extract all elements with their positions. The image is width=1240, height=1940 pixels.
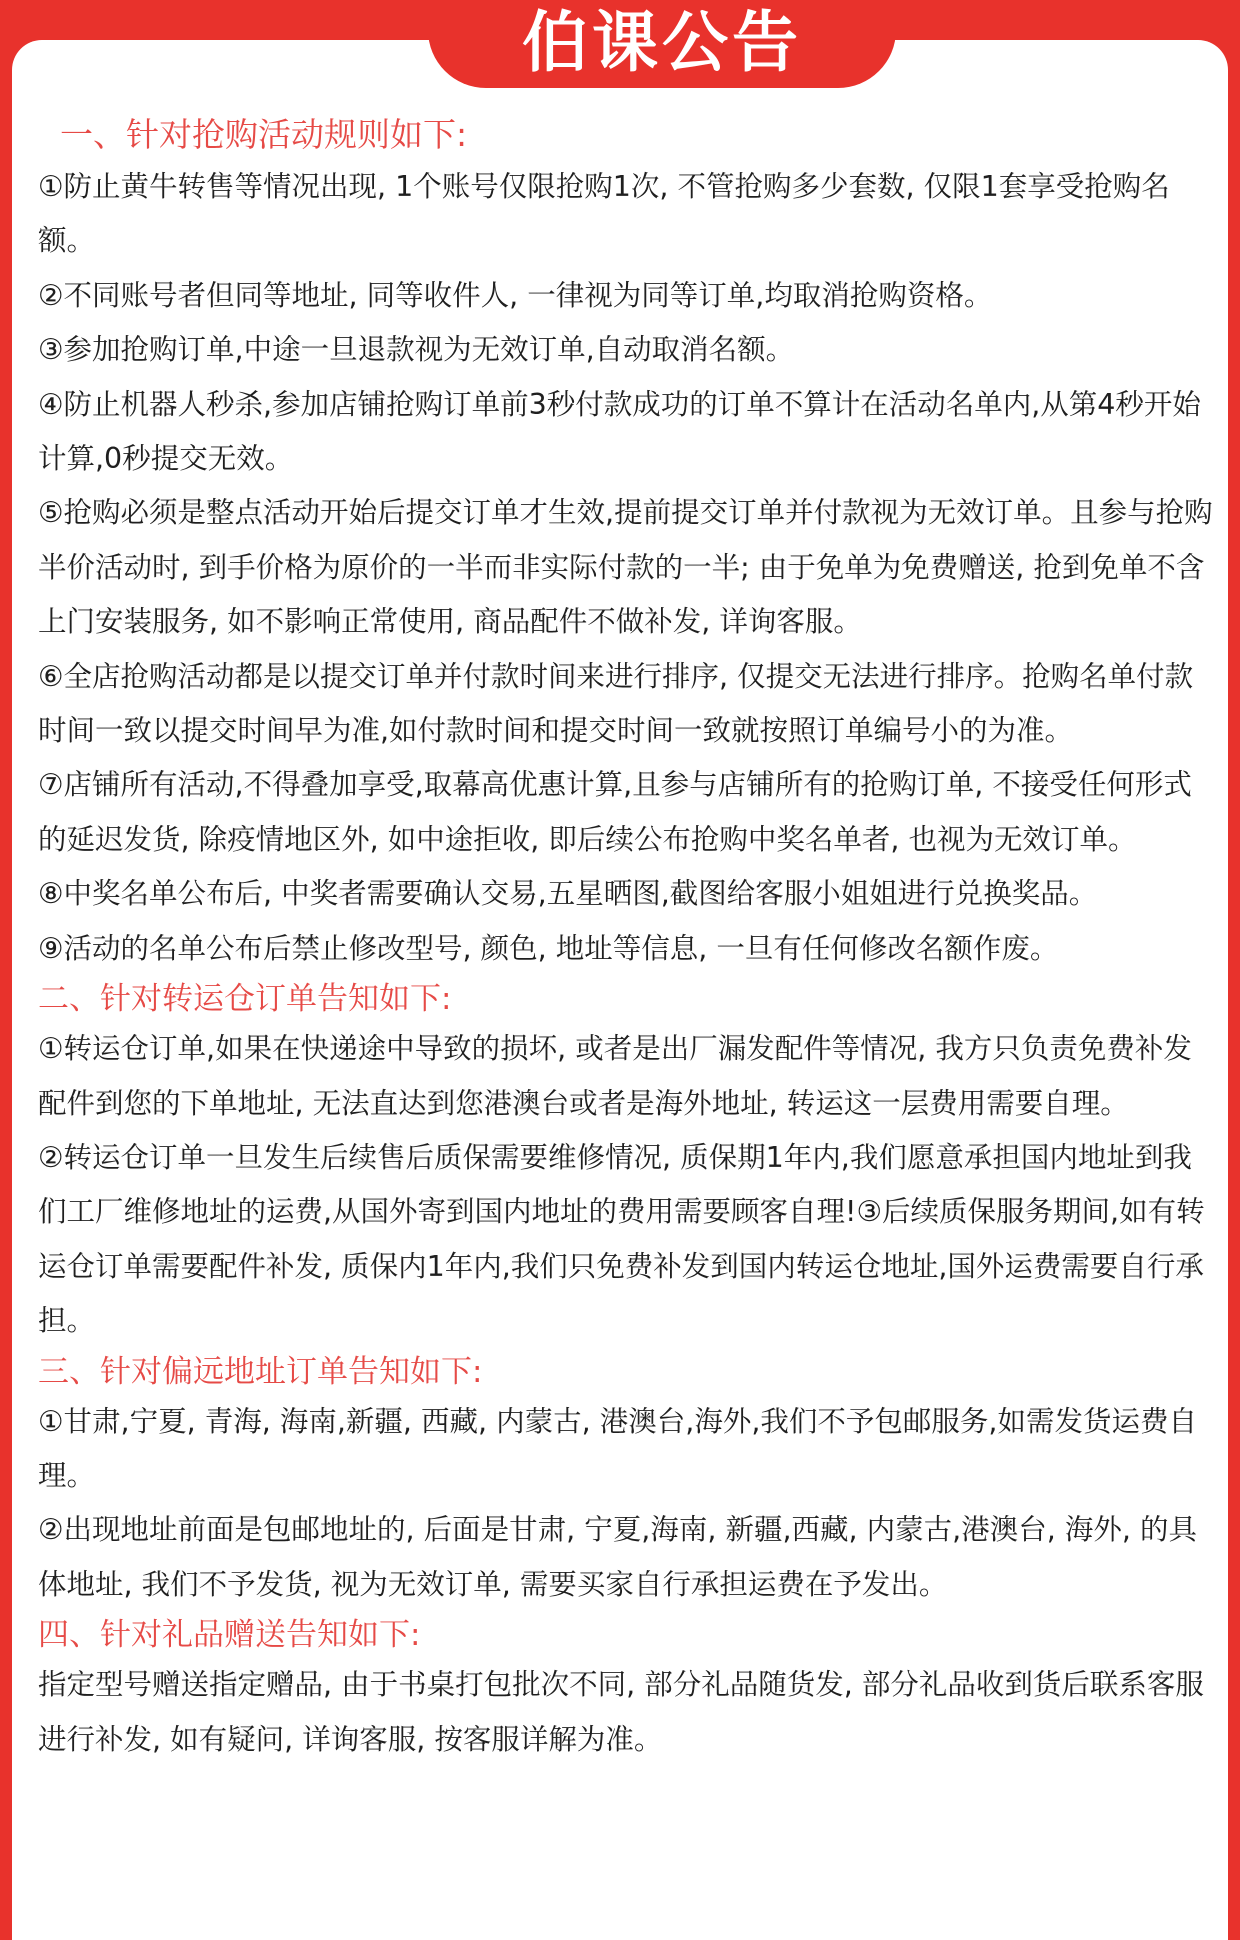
rule-paragraph: ⑤抢购必须是整点活动开始后提交订单才生效,提前提交订单并付款视为无效订单。且参与抢购半价活动时, 到手价格为原价的一半而非实际付款的一半; 由于免单为免费赠送, 抢到免单不含上门安装服务, 如不影响正常使用, 商品配件不做补发, 详询客服。 <box>38 496 1213 639</box>
section-heading-gifts: 四、针对礼品赠送告知如下: <box>38 1617 421 1654</box>
section-heading-transit-orders: 二、针对转运仓订单告知如下: <box>38 981 452 1018</box>
rule-paragraph: ⑨活动的名单公布后禁止修改型号, 颜色, 地址等信息, 一旦有任何修改名额作废。 <box>38 931 1059 965</box>
gift-paragraph: 指定型号赠送指定赠品, 由于书桌打包批次不同, 部分礼品随货发, 部分礼品收到货后联系客服进行补发, 如有疑问, 详询客服, 按客服详解为准。 <box>38 1668 1204 1756</box>
remote-paragraph: ②出现地址前面是包邮地址的, 后面是甘肃, 宁夏,海南, 新疆,西藏, 内蒙古,港澳台, 海外, 的具体地址, 我们不予发货, 视为无效订单, 需要买家自行承担运费在予发出。 <box>38 1513 1197 1601</box>
rule-paragraph: ②不同账号者但同等地址, 同等收件人, 一律视为同等订单,均取消抢购资格。 <box>38 278 993 312</box>
section-heading-purchase-rules: 一、针对抢购活动规则如下: <box>60 115 468 154</box>
rule-paragraph: ①防止黄牛转售等情况出现, 1个账号仅限抢购1次, 不管抢购多少套数, 仅限1套享受抢购名额。 <box>38 170 1170 258</box>
notice-card <box>12 40 1228 1940</box>
rule-paragraph: ⑧中奖名单公布后, 中奖者需要确认交易,五星晒图,截图给客服小姐姐进行兑换奖品。 <box>38 877 1098 911</box>
rule-paragraph: ⑦店铺所有活动,不得叠加享受,取幕高优惠计算,且参与店铺所有的抢购订单, 不接受任何形式的延迟发货, 除疫情地区外, 如中途拒收, 即后续公布抢购中奖名单者, 也视为无效订单。 <box>38 768 1192 856</box>
transit-paragraph: ①转运仓订单,如果在快递途中导致的损坏, 或者是出厂漏发配件等情况, 我方只负责免费补发配件到您的下单地址, 无法直达到您港澳台或者是海外地址, 转运这一层费用需要自理。 <box>38 1032 1192 1120</box>
rule-paragraph: ③参加抢购订单,中途一旦退款视为无效订单,自动取消名额。 <box>38 333 795 367</box>
rule-paragraph: ⑥全店抢购活动都是以提交订单并付款时间来进行排序, 仅提交无法进行排序。抢购名单付款时间一致以提交时间早为准,如付款时间和提交时间一致就按照订单编号小的为准。 <box>38 659 1194 748</box>
rule-paragraph: ④防止机器人秒杀,参加店铺抢购订单前3秒付款成功的订单不算计在活动名单内,从第4秒开始计算,0秒提交无效。 <box>38 387 1201 476</box>
remote-paragraph: ①甘肃,宁夏, 青海, 海南,新疆, 西藏, 内蒙古, 港澳台,海外,我们不予包邮服务,如需发货运费自理。 <box>38 1404 1197 1492</box>
section-heading-remote-addresses: 三、针对偏远地址订单告知如下: <box>38 1353 483 1390</box>
notice-title: 伯课公告 <box>522 4 802 81</box>
transit-paragraph: ②转运仓订单一旦发生后续售后质保需要维修情况, 质保期1年内,我们愿意承担国内地址到我们工厂维修地址的运费,从国外寄到国内地址的费用需要顾客自理!③后续质保服务期间,如有转运仓订单需要配件补发, 质保内1年内,我们只免费补发到国内转运仓地址,国外运费需要自行承担。 <box>38 1140 1205 1338</box>
title-banner <box>428 0 896 88</box>
notice-content <box>38 112 1218 1767</box>
